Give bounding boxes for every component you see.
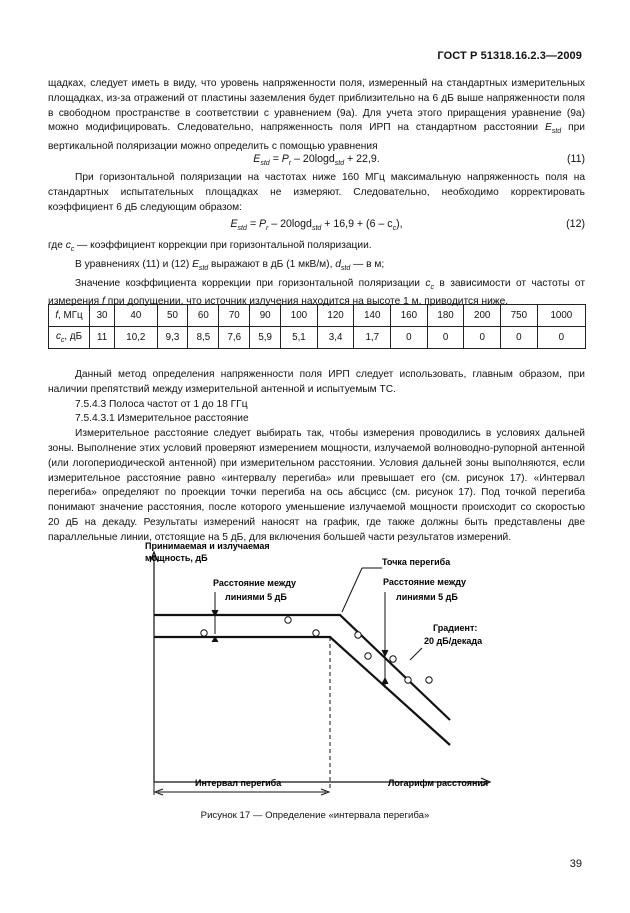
- measurement-point: [285, 617, 291, 623]
- measurement-point: [201, 630, 207, 636]
- eq11-rest-sub: std: [334, 160, 345, 168]
- section-7-5-4-3-1: 7.5.4.3.1 Измерительное расстояние: [75, 413, 249, 425]
- table-cell: 1000: [537, 305, 585, 327]
- p4-c: — в м;: [350, 258, 385, 270]
- symbol-e: E: [544, 122, 552, 134]
- table-cell: 180: [427, 305, 464, 327]
- table-cell: 5,9: [250, 327, 281, 349]
- inflection-label: Точка перегиба: [382, 557, 451, 567]
- measurement-point: [365, 653, 371, 659]
- paragraph-6-block: [48, 368, 585, 546]
- eq12-tail-end: ),: [396, 218, 403, 230]
- eq12-lhs-sub: std: [237, 225, 247, 233]
- lower-boundary-line: [154, 637, 450, 745]
- table-cell: 0: [427, 327, 464, 349]
- correction-table: [48, 304, 586, 349]
- p5-b: в зависимости от частоты от измерения: [48, 277, 585, 308]
- paragraph-2: [48, 171, 585, 215]
- table-cell: 11: [90, 327, 115, 349]
- p4-symbol-2: d: [335, 258, 341, 270]
- right-distance-arrowhead-bottom: [382, 678, 388, 684]
- table-cell: 0: [464, 327, 501, 349]
- table-cell: 100: [281, 305, 318, 327]
- eq11-mid: = P: [269, 153, 289, 165]
- p5-a: Значение коэффициента коррекции при горизонтальной поляризации: [75, 277, 426, 289]
- p3-a: где: [48, 240, 66, 251]
- figure-17-diagram: [0, 540, 630, 805]
- p5-symbol: c: [425, 277, 431, 289]
- paragraph-9: Измерительное расстояние следует выбирать так, чтобы измерения проводились в условиях дальней зоны. Выполнение этих условий проверяют измерением мощности, излучаемой волноводно-рупорной антенной (или логопериодической антенной) при измерительном расстоянии. Условия дальней зоны выполняются, если измерительное расстояние равно «интервалу перегиба» или превышает его (см. рисунок 17). «Интервал перегиба» определяют по проекции точки перегиба на ось абсцисс (см. рисунок 17). Под точкой перегиба понимают значение расстояния, после которого уменьшение излучаемой мощности происходит со скоростью 20 дБ на декаду. Результаты измерений наносят на график, где также должны быть представлены две параллельные линии, отстоящие на 5 дБ, для включения большей части результатов измерений.: [48, 428, 585, 543]
- gradient-leader: [410, 648, 422, 660]
- p4-subscript-2: std: [340, 264, 351, 272]
- measurement-point: [313, 630, 319, 636]
- table-cell: 50: [157, 305, 188, 327]
- table-cell: 10,2: [115, 327, 157, 349]
- table-head-symbol: c: [56, 331, 61, 343]
- paragraph-6: Данный метод определения напряженности поля ИРП следует использовать, главным образом, при наличии препятствий между измерительной антенной и испытуемым ТС.: [48, 369, 585, 395]
- eq12-tail-sub: c: [392, 225, 397, 233]
- standard-header: ГОСТ Р 51318.16.2.3—2009: [437, 50, 582, 62]
- equation-11-formula: [48, 153, 585, 167]
- paragraph-2-text: При горизонтальной поляризации на частотах ниже 160 МГц максимальную напряженность поля на стандартных испытательных площадках не измеряют. Следовательно, необходимо корректировать коэффициент 6 дБ следующим образом:: [48, 172, 585, 213]
- p4-subscript: std: [198, 264, 209, 272]
- measurement-point: [426, 677, 432, 683]
- table-cell: 120: [317, 305, 354, 327]
- y-axis-label-line1: Принимаемая и излучаемая: [145, 541, 270, 551]
- eq12-mid-sub: r: [266, 225, 269, 233]
- page-number: 39: [569, 858, 582, 870]
- paragraph-1: [48, 77, 585, 155]
- eq11-lhs-sub: std: [260, 160, 270, 168]
- equation-11-number: (11): [566, 153, 585, 165]
- table-cell: 70: [219, 305, 250, 327]
- p3-symbol: c: [65, 240, 71, 251]
- subscript-std: std: [551, 128, 562, 136]
- measurement-point: [355, 632, 361, 638]
- eq11-mid-sub: r: [288, 160, 292, 168]
- p4-b: выражают в дБ (1 мкВ/м),: [208, 258, 336, 270]
- measurement-point: [405, 677, 411, 683]
- table-row-correction: [49, 327, 586, 349]
- left-distance-label-line2: линиями 5 дБ: [225, 592, 287, 602]
- table-cell: 8,5: [188, 327, 219, 349]
- table-head-correction: [49, 327, 90, 349]
- table-cell: 140: [354, 305, 391, 327]
- table-head-frequency: f, МГц: [49, 305, 90, 327]
- p4-symbol: E: [192, 258, 199, 270]
- measurement-point: [390, 656, 396, 662]
- table-cell: 750: [501, 305, 538, 327]
- eq12-tail: + 16,9 + (6 – c: [321, 218, 393, 230]
- eq11-lhs: E: [253, 153, 261, 165]
- paragraph-3: [48, 239, 585, 310]
- y-axis-label-line2: мощность, дБ: [145, 553, 208, 563]
- figure-caption: Рисунок 17 — Определение «интервала перегиба»: [200, 810, 430, 821]
- eq11-tail: + 22,9.: [344, 153, 380, 165]
- table-cell: 0: [501, 327, 538, 349]
- table-cell: 9,3: [157, 327, 188, 349]
- table-head-unit: , дБ: [64, 331, 82, 343]
- p4-a: В уравнениях (11) и (12): [75, 258, 193, 270]
- table-cell: 0: [391, 327, 428, 349]
- p5-symbol-2: f: [102, 296, 105, 308]
- table-cell: 5,1: [281, 327, 318, 349]
- left-distance-label-line1: Расстояние между: [213, 578, 297, 588]
- eq12-mid: = P: [246, 218, 267, 230]
- inflection-leader: [342, 568, 362, 612]
- p3-b: — коэффициент коррекции при горизонтальной поляризации.: [74, 240, 372, 251]
- equation-12: [48, 218, 585, 233]
- table-cell: 30: [90, 305, 115, 327]
- table-cell: 1,7: [354, 327, 391, 349]
- table-cell: 40: [115, 305, 157, 327]
- eq12-rest-sub: std: [311, 225, 322, 233]
- equation-11: [48, 153, 585, 168]
- section-7-5-4-3: 7.5.4.3 Полоса частот от 1 до 18 ГГц: [75, 398, 248, 410]
- table-cell: 0: [537, 327, 585, 349]
- p3-subscript: c: [70, 246, 75, 254]
- eq12-rest: – 20logd: [268, 218, 312, 230]
- table-row-frequency: [49, 305, 586, 327]
- paragraph-1-end: при вертикальной поляризации можно определить с помощью уравнения: [48, 122, 585, 153]
- table-cell: 90: [250, 305, 281, 327]
- eq12-lhs: E: [230, 218, 238, 230]
- paragraph-1-text: щадках, следует иметь в виду, что уровень напряженности поля, измеренный на стандартных измерительных площадках, из-за отражений от пластины заземления будет приблизительно на 6 дБ выше напряженности поля в свободном пространстве в соответствии с уравнением (9а). Для учета этого приращения уравнение (9а) можно модифицировать. Следовательно, напряженность поля ИРП на стандартном расстоянии: [48, 78, 585, 134]
- interval-label: Интервал перегиба: [195, 778, 282, 788]
- right-distance-label-line2: линиями 5 дБ: [396, 592, 458, 602]
- table-cell: 3,4: [317, 327, 354, 349]
- table-cell: 160: [391, 305, 428, 327]
- table-cell: 200: [464, 305, 501, 327]
- equation-12-number: (12): [566, 218, 585, 230]
- table-cell: 7,6: [219, 327, 250, 349]
- equation-12-formula: [48, 218, 585, 232]
- p5-subscript: c: [430, 283, 434, 291]
- eq11-rest: – 20logd: [291, 153, 335, 165]
- p5-c: при допущении, что источник излучения находится на высоте 1 м, приводится ниже.: [104, 296, 509, 308]
- table-cell: 60: [188, 305, 219, 327]
- right-distance-label-line1: Расстояние между: [383, 577, 467, 587]
- table-head-subscript: c: [60, 336, 65, 344]
- x-axis-label: Логарифм расстояния: [388, 778, 489, 788]
- gradient-label-line1: Градиент:: [433, 623, 478, 633]
- gradient-label-line2: 20 дБ/декада: [424, 636, 483, 646]
